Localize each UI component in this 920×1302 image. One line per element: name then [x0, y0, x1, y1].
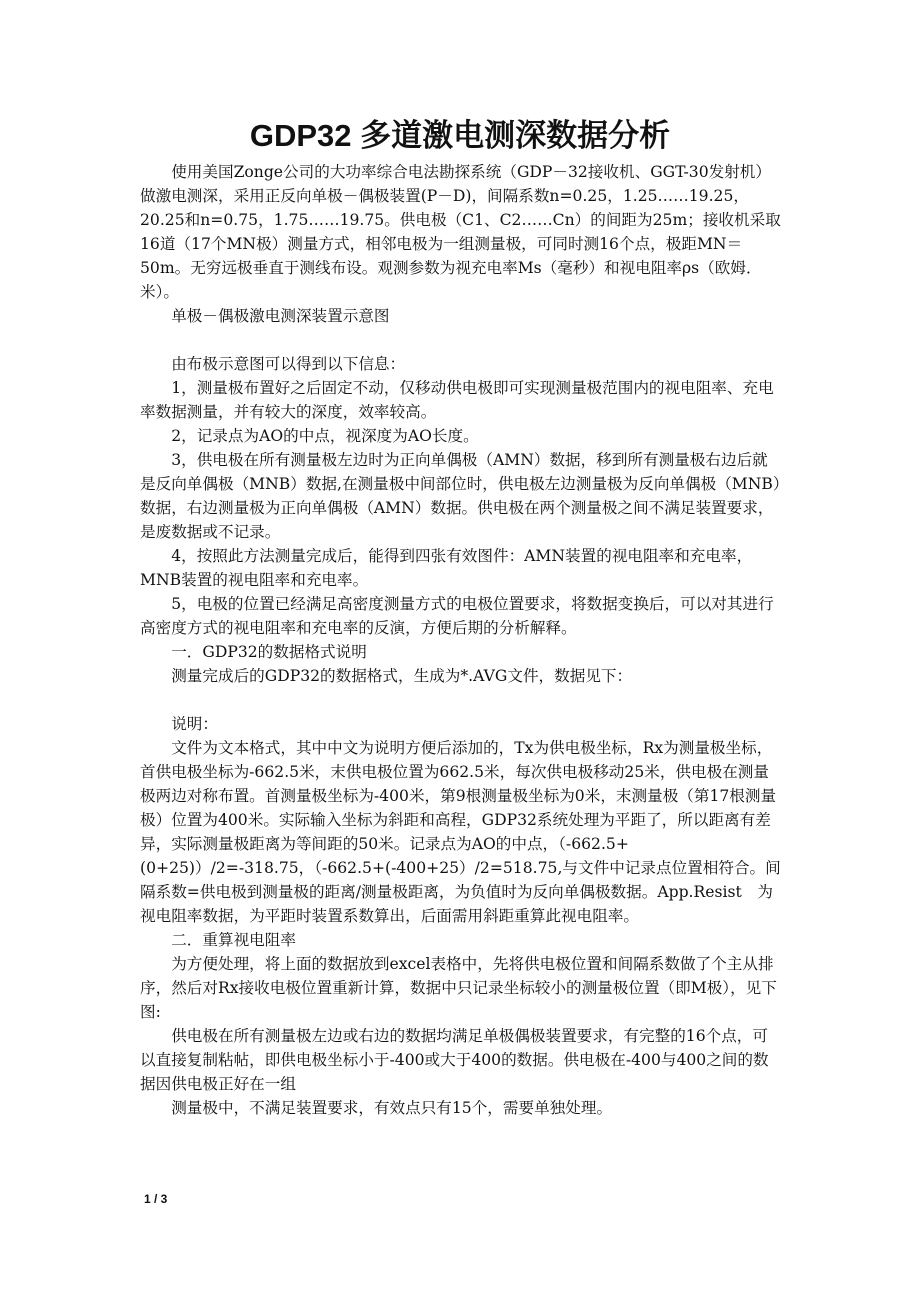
paragraph: 单极－偶极激电测深装置示意图: [171, 307, 390, 325]
paragraph: 供电极在所有测量极左边或右边的数据均满足单极偶极装置要求，有完整的16个点，可以直接复制粘帖，即供电极坐标小于-400或大于400的数据。供电极在-400与400之间的数据因供电极正好在一组: [140, 1027, 769, 1093]
document-title: GDP32 多道激电测深数据分析: [249, 118, 671, 153]
document-body: [140, 160, 782, 1120]
paragraph: 使用美国Zonge公司的大功率综合电法勘探系统（GDP－32接收机、GGT-30发射机）做激电测深，采用正反向单极－偶极装置(P－D)，间隔系数n=0.25，1.25……19.25，20.25和n=0.75，1.75……19.75。供电极（C1、C2……Cn）的间距为25m；接收机采取16道（17个MN极）测量方式，相邻电极为一组测量极，可同时测16个点，极距MN＝50m。无穷远极垂直于测线布设。观测参数为视充电率Ms（毫秒）和视电阻率ρs（欧姆．米）。: [140, 163, 781, 301]
paragraph: 2，记录点为AO的中点，视深度为AO长度。: [171, 427, 479, 445]
paragraph: 一．GDP32的数据格式说明: [171, 643, 367, 661]
paragraph: 由布极示意图可以得到以下信息：: [171, 355, 406, 373]
paragraph: 二．重算视电阻率: [171, 931, 296, 949]
paragraph: 为方便处理，将上面的数据放到excel表格中，先将供电极位置和间隔系数做了个主从排序，然后对Rx接收电极位置重新计算，数据中只记录坐标较小的测量极位置（即M极），见下图:: [140, 955, 777, 1021]
paragraph: 5，电极的位置已经满足高密度测量方式的电极位置要求，将数据变换后，可以对其进行高密度方式的视电阻率和充电率的反演，方便后期的分析解释。: [140, 595, 774, 637]
page-number: 1 / 3: [144, 1192, 168, 1206]
blank-line: [140, 328, 782, 352]
paragraph: 说明：: [171, 715, 218, 733]
blank-line: [140, 688, 782, 712]
paragraph: 3，供电极在所有测量极左边时为正向单偶极（AMN）数据，移到所有测量极右边后就是反向单偶极（MNB）数据,在测量极中间部位时，供电极左边测量极为反向单偶极（MNB）数据，右边测量极为正向单偶极（AMN）数据。供电极在两个测量极之间不满足装置要求，是废数据或不记录。: [140, 451, 781, 541]
paragraph: 4，按照此方法测量完成后，能得到四张有效图件：AMN装置的视电阻率和充电率，MNB装置的视电阻率和充电率。: [140, 547, 753, 589]
paragraph: 测量完成后的GDP32的数据格式，生成为*.AVG文件，数据见下：: [171, 667, 633, 685]
paragraph: 测量极中，不满足装置要求，有效点只有15个，需要单独处理。: [171, 1099, 613, 1117]
paragraph: 文件为文本格式，其中中文为说明方便后添加的，Tx为供电极坐标，Rx为测量极坐标，首供电极坐标为-662.5米，末供电极位置为662.5米，每次供电极移动25米，供电极在测量极两边对称布置。首测量极坐标为-400米，第9根测量极坐标为0米，末测量极（第17根测量极）位置为400米。实际输入坐标为斜距和高程，GDP32系统处理为平距了，所以距离有差异，实际测量极距离为等间距的50米。记录点为AO的中点，（-662.5+(0+25)）/2=-318.75，（-662.5+(-400+25）/2=518.75,与文件中记录点位置相符合。间隔系数=供电极到测量极的距离/测量极距离，为负值时为反向单偶极数据。App.Resist 为视电阻率数据，为平距时装置系数算出，后面需用斜距重算此视电阻率。: [140, 739, 781, 925]
paragraph: 1，测量极布置好之后固定不动，仅移动供电极即可实现测量极范围内的视电阻率、充电率数据测量，并有较大的深度，效率较高。: [140, 379, 774, 421]
